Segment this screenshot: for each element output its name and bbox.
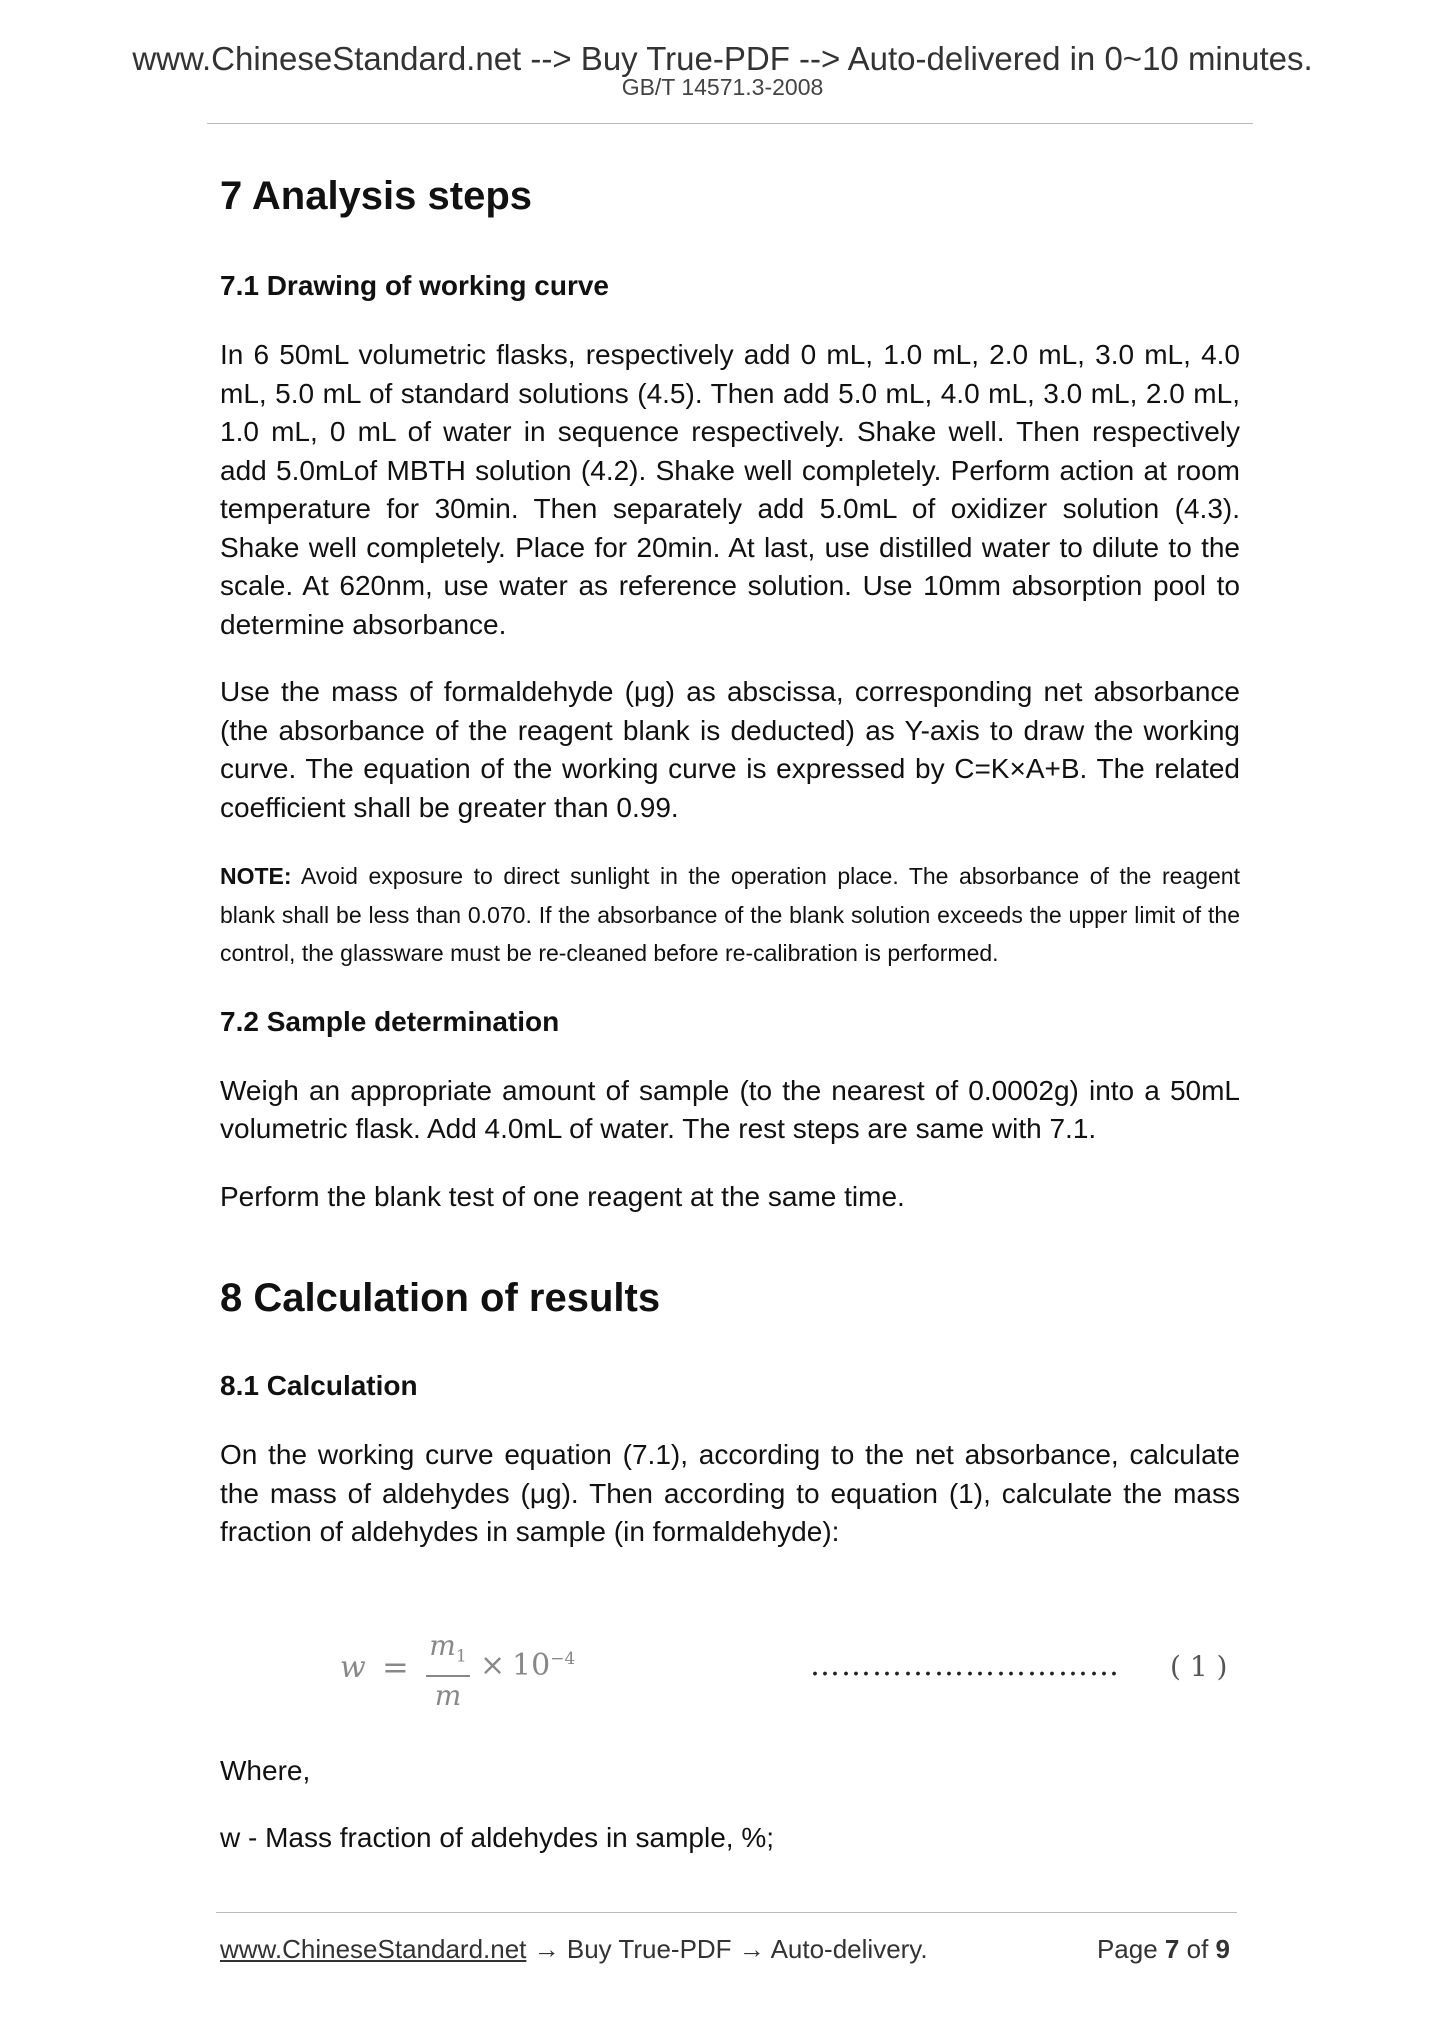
formula-equals: = xyxy=(382,1648,409,1686)
equation-number: ( 1 ) xyxy=(1170,1650,1228,1683)
where-w-definition: w - Mass fraction of aldehydes in sample, %; xyxy=(220,1821,775,1853)
where-label: Where, xyxy=(220,1755,311,1786)
page-number xyxy=(1097,1934,1230,1965)
fraction-bar xyxy=(426,1675,470,1677)
section-7-1-paragraph-1: In 6 50mL volumetric flasks, respectively add 0 mL, 1.0 mL, 2.0 mL, 3.0 mL, 4.0 mL, 5.0 mL of standard solutions (4.5). Then add 5.0 mL, 4.0 mL, 3.0 mL, 2.0 mL, 1.0 mL, 0 mL of water in sequence respectively. Shake well. Then respectively add 5.0mLof MBTH solution (4.2). Shake well completely. Perform action at room temperature for 30min. Then separately add 5.0mL of oxidizer solution (4.3). Shake well completely. Place for 20min. At last, use distilled water to dilute to the scale. At 620nm, use water as reference solution. Use 10mm absorption pool to determine absorbance. xyxy=(220,339,1240,640)
section-7-heading: 7 Analysis steps xyxy=(220,174,533,218)
formula-leader-dots: ………………………… xyxy=(810,1648,1120,1683)
page-current: 7 xyxy=(1164,1934,1180,1964)
formula-numerator xyxy=(426,1630,470,1673)
note-text: Avoid exposure to direct sunlight in the operation place. The absorbance of the reagent blank shall be less than 0.070. If the absorbance of the blank solution exceeds the upper limit of the control, the glassware must be re-cleaned before re-calibration is performed. xyxy=(220,863,1240,966)
header-divider xyxy=(207,123,1253,124)
standard-number: GB/T 14571.3-2008 xyxy=(621,74,824,100)
formula-denominator: m xyxy=(434,1678,462,1712)
formula-base: 10 xyxy=(512,1648,551,1683)
page-label: Page xyxy=(1096,1934,1165,1964)
formula-exponent: −4 xyxy=(550,1649,576,1669)
page-of: of xyxy=(1179,1934,1216,1964)
footer-site-link[interactable]: www.ChineseStandard.net xyxy=(220,1934,527,1964)
footer-text: → Buy True-PDF → Auto-delivery. xyxy=(526,1934,928,1964)
section-7-2-heading: 7.2 Sample determination xyxy=(220,1005,560,1037)
section-7-2-paragraph-1: Weigh an appropriate amount of sample (to the nearest of 0.0002g) into a 50mL volumetric flask. Add 4.0mL of water. The rest steps are same with 7.1. xyxy=(220,1074,1240,1144)
section-8-1-heading: 8.1 Calculation xyxy=(220,1370,418,1401)
note-label: NOTE: xyxy=(220,863,292,889)
document-body xyxy=(220,168,1240,1552)
formula-numerator-symbol: m xyxy=(429,1629,456,1662)
note-paragraph xyxy=(220,857,1240,973)
page-total: 9 xyxy=(1215,1934,1230,1964)
formula-lhs: w xyxy=(340,1650,366,1685)
formula-numerator-subscript: 1 xyxy=(455,1646,467,1667)
section-7-2-paragraph-2: Perform the blank test of one reagent at the same time. xyxy=(220,1180,905,1212)
footer-divider xyxy=(216,1912,1237,1913)
equation-1 xyxy=(340,1630,1240,1710)
section-8-1-paragraph-1: On the working curve equation (7.1), according to the net absorbance, calculate the mass of aldehydes (μg). Then according to equation (1), calculate the mass fraction of aldehydes in sample (in formaldehyde): xyxy=(220,1439,1240,1547)
page-footer xyxy=(220,1934,1236,1968)
formula-fraction xyxy=(426,1630,470,1713)
section-8-heading: 8 Calculation of results xyxy=(220,1276,661,1320)
section-7-1-paragraph-2: Use the mass of formaldehyde (μg) as abscissa, corresponding net absorbance (the absorbance of the reagent blank is deducted) as Y-axis to draw the working curve. The equation of the working curve is expressed by C=K×A+B. The related coefficient shall be greater than 0.99. xyxy=(220,676,1240,823)
section-7-1-heading: 7.1 Drawing of working curve xyxy=(220,270,609,301)
formula-times: × xyxy=(480,1648,506,1683)
header-banner: www.ChineseStandard.net --> Buy True-PDF --> Auto-delivered in 0~10 minutes. xyxy=(132,40,1313,77)
where-block xyxy=(220,1752,1240,1857)
formula-power xyxy=(512,1648,575,1683)
